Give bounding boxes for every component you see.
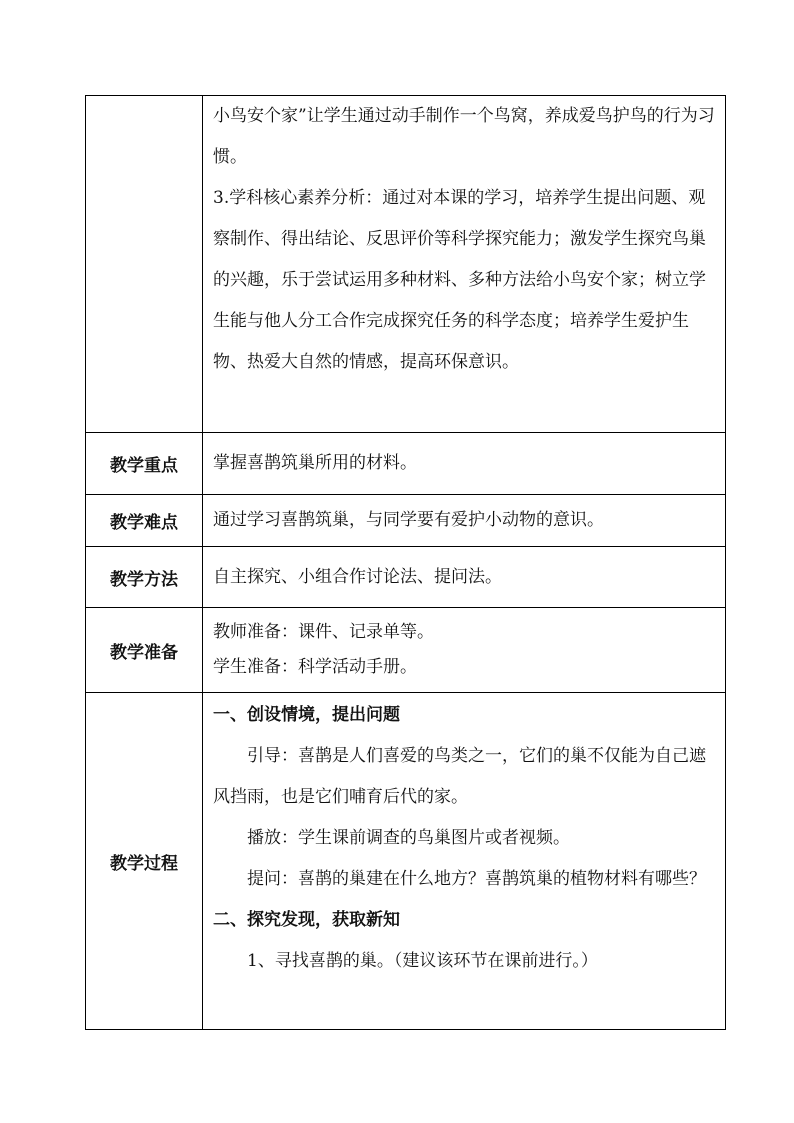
preparation-label: 教学准备	[86, 608, 203, 693]
intro-paragraph-2: 3.学科核心素养分析：通过对本课的学习，培养学生提出问题、观察制作、得出结论、反思评价等科学探究能力；激发学生探究鸟巢的兴趣，乐于尝试运用多种材料、多种方法给小鸟安个家；树立学生能与他人分工合作完成探究任务的科学态度；培养学生爱护生物、热爱大自然的情感，提高环保意识。	[213, 188, 706, 372]
intro-row	[86, 96, 726, 433]
process-row	[86, 693, 726, 1030]
methods-text: 自主探究、小组合作讨论法、提问法。	[213, 566, 502, 587]
key-points-text: 掌握喜鹊筑巢所用的材料。	[213, 453, 417, 473]
difficulties-content	[203, 495, 726, 547]
difficulties-text: 通过学习喜鹊筑巢，与同学要有爱护小动物的意识。	[213, 510, 604, 530]
guide-paragraph: 引导：喜鹊是人们喜爱的鸟类之一，它们的巢不仅能为自己遮风挡雨，也是它们哺育后代的家。	[213, 746, 706, 807]
intro-label-cell	[86, 96, 203, 433]
step-1-paragraph: 1、寻找喜鹊的巢。（建议该环节在课前进行。）	[247, 951, 598, 971]
key-points-row	[86, 433, 726, 495]
preparation-content	[203, 608, 726, 693]
section-1-heading: 一、创设情境，提出问题	[213, 705, 400, 725]
process-content	[203, 693, 726, 1030]
intro-paragraph-1: 小鸟安个家”让学生通过动手制作一个鸟窝，养成爱鸟护鸟的行为习惯。	[213, 106, 715, 167]
methods-label: 教学方法	[86, 547, 203, 608]
key-points-content	[203, 433, 726, 495]
difficulties-row	[86, 495, 726, 547]
student-preparation-text: 学生准备：科学活动手册。	[213, 657, 417, 677]
lesson-plan-table	[85, 95, 726, 1030]
difficulties-label: 教学难点	[86, 495, 203, 547]
question-paragraph: 提问：喜鹊的巢建在什么地方？喜鹊筑巢的植物材料有哪些？	[247, 869, 706, 889]
section-2-heading: 二、探究发现，获取新知	[213, 910, 400, 930]
methods-content	[203, 547, 726, 608]
teacher-preparation-text: 教师准备：课件、记录单等。	[213, 622, 434, 642]
process-label: 教学过程	[86, 693, 203, 1030]
play-paragraph: 播放：学生课前调查的鸟巢图片或者视频。	[247, 828, 570, 848]
key-points-label: 教学重点	[86, 433, 203, 495]
preparation-row	[86, 608, 726, 693]
methods-row	[86, 547, 726, 608]
intro-content-cell	[203, 96, 726, 433]
